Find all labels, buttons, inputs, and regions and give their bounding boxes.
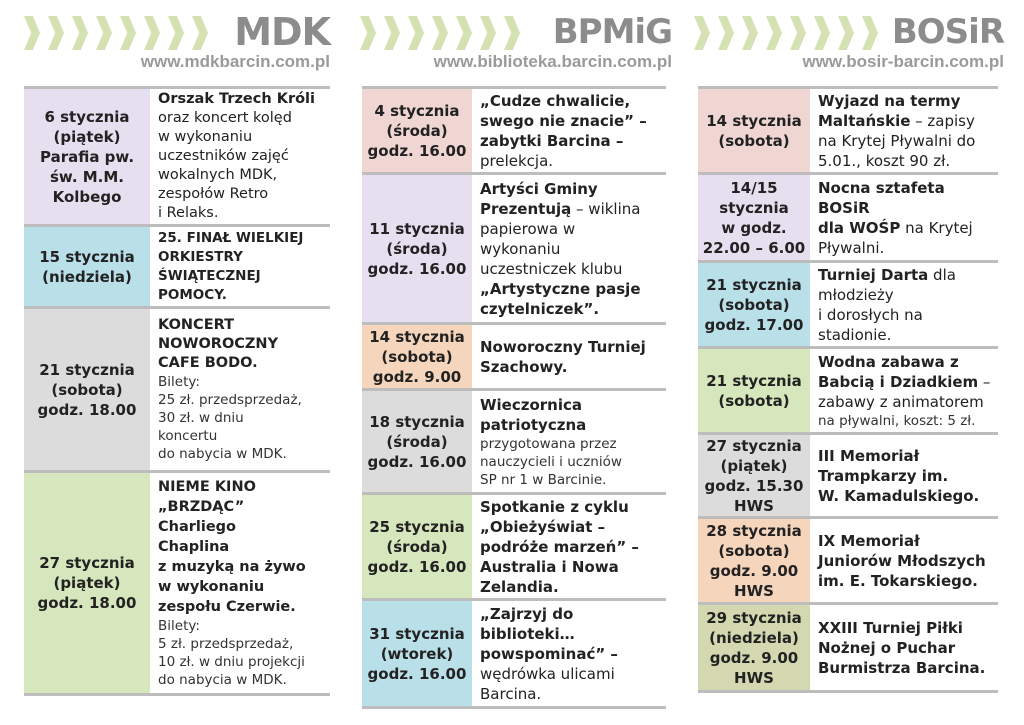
- bpmig-logo: BPMiG: [552, 12, 672, 52]
- mdk-header: [24, 0, 330, 82]
- table-row: [24, 309, 330, 473]
- date-cell: 21 stycznia (sobota): [698, 349, 810, 432]
- event-description: 25. FINAŁ WIELKIEJ ORKIESTRY ŚWIĄTECZNEJ POMOCY.: [158, 229, 304, 303]
- bpmig-url-link[interactable]: www.biblioteka.barcin.com.pl: [433, 52, 672, 71]
- date-cell: 6 stycznia (piątek) Parafia pw. św. M.M. Kolbego: [24, 89, 150, 224]
- date-cell: 29 stycznia (niedziela) godz. 9.00 HWS: [698, 605, 810, 690]
- bosir-schedule-table: [698, 86, 998, 693]
- event-description: Orszak Trzech Króli oraz koncert kolęd w wykonaniu uczestników zajęć wokalnych MDK, zespołów Retro i Relaks.: [150, 89, 330, 224]
- event-description: „Cudze chwalicie, swego nie znacie” – zabytki Barcina – prelekcja.: [480, 91, 647, 170]
- table-row: [362, 601, 666, 709]
- date-cell: 4 stycznia (środa) godz. 16.00: [362, 89, 472, 172]
- mdk-column: [24, 0, 330, 688]
- bpmig-schedule-table: [362, 86, 666, 709]
- mdk-logo: MDK: [234, 10, 330, 54]
- event-description: XXIII Turniej Piłki Nożnej o Puchar Burmistrza Barcina.: [818, 618, 986, 677]
- event-description: Artyści Gminy Prezentują – wiklina papierowa w wykonaniu uczestniczek klubu „Artystyczne pasje czytelniczek”.: [480, 179, 641, 318]
- event-description: Noworoczny Turniej Szachowy.: [480, 337, 646, 376]
- date-cell: 21 stycznia (sobota) godz. 17.00: [698, 263, 810, 346]
- chevron-decoration: [694, 16, 886, 50]
- bosir-logo: BOSiR: [891, 12, 1004, 52]
- bpmig-header: [360, 0, 672, 82]
- chevron-decoration: [360, 16, 528, 50]
- table-row: [362, 89, 666, 175]
- date-cell: 25 stycznia (środa) godz. 16.00: [362, 495, 472, 598]
- mdk-url-link[interactable]: www.mdkbarcin.com.pl: [140, 52, 330, 71]
- table-row: [24, 227, 330, 309]
- table-row: [698, 175, 998, 263]
- event-description: „Zajrzyj do biblioteki… powspominać” – wędrówka ulicami Barcina.: [480, 604, 618, 703]
- date-cell: 21 stycznia (sobota) godz. 18.00: [24, 309, 150, 470]
- date-cell: 18 stycznia (środa) godz. 16.00: [362, 391, 472, 492]
- event-description: Nocna sztafeta BOSiR dla WOŚP na Krytej Pływalni.: [818, 178, 973, 257]
- event-description: Wieczornica patriotyczna przygotowana przez nauczycieli i uczniów SP nr 1 w Barcinie.: [480, 395, 622, 488]
- event-description: NIEME KINO „BRZDĄC” Charliego Chaplina z muzyką na żywo w wykonaniu zespołu Czerwie. Bilety: 5 zł. przedsprzedaż, 10 zł. w dniu projekcji do nabycia w MDK.: [158, 479, 306, 688]
- bosir-column: [694, 0, 1006, 687]
- event-description: Turniej Darta dla młodzieży i dorosłych na stadionie.: [818, 265, 956, 344]
- table-row: [698, 519, 998, 605]
- date-cell: 11 stycznia (środa) godz. 16.00: [362, 175, 472, 322]
- date-cell: 27 stycznia (piątek) godz. 15.30 HWS: [698, 435, 810, 516]
- date-cell: 15 stycznia (niedziela): [24, 227, 150, 306]
- table-row: [362, 495, 666, 601]
- event-description: KONCERT NOWOROCZNY CAFE BODO. Bilety: 25 zł. przedsprzedaż, 30 zł. w dniu koncertu do nabycia w MDK.: [158, 317, 302, 462]
- mdk-schedule-table: [24, 86, 330, 696]
- bpmig-column: [360, 0, 672, 703]
- table-row: [698, 263, 998, 349]
- table-row: [362, 325, 666, 391]
- event-description: III Memoriał Trampkarzy im. W. Kamadulskiego.: [818, 446, 980, 505]
- date-cell: 27 stycznia (piątek) godz. 18.00: [24, 473, 150, 693]
- event-description: Spotkanie z cyklu „Obieżyświat – podróże marzeń” – Australia i Nowa Zelandia.: [480, 497, 639, 596]
- date-cell: 31 stycznia (wtorek) godz. 16.00: [362, 601, 472, 706]
- bosir-header: [694, 0, 1006, 82]
- date-cell: 14 stycznia (sobota): [698, 89, 810, 172]
- date-cell: 14 stycznia (sobota) godz. 9.00: [362, 325, 472, 388]
- date-cell: 28 stycznia (sobota) godz. 9.00 HWS: [698, 519, 810, 602]
- table-row: [362, 175, 666, 325]
- event-description: Wyjazd na termy Maltańskie – zapisy na Krytej Pływalni do 5.01., koszt 90 zł.: [818, 91, 976, 170]
- event-description: IX Memoriał Juniorów Młodszych im. E. Tokarskiego.: [818, 531, 986, 590]
- table-row: [698, 435, 998, 519]
- bosir-url-link[interactable]: www.bosir-barcin.com.pl: [802, 52, 1004, 71]
- table-row: [362, 391, 666, 495]
- chevron-decoration: [24, 16, 216, 50]
- table-row: [698, 349, 998, 435]
- event-title: Orszak Trzech Króli: [158, 91, 316, 107]
- date-cell: 14/15 stycznia w godz. 22.00 – 6.00: [698, 175, 810, 260]
- table-row: [24, 89, 330, 227]
- table-row: [698, 89, 998, 175]
- table-row: [24, 473, 330, 696]
- event-description: Wodna zabawa z Babcią i Dziadkiem – zabawy z animatorem na pływalni, koszt: 5 zł.: [818, 352, 991, 429]
- table-row: [698, 605, 998, 693]
